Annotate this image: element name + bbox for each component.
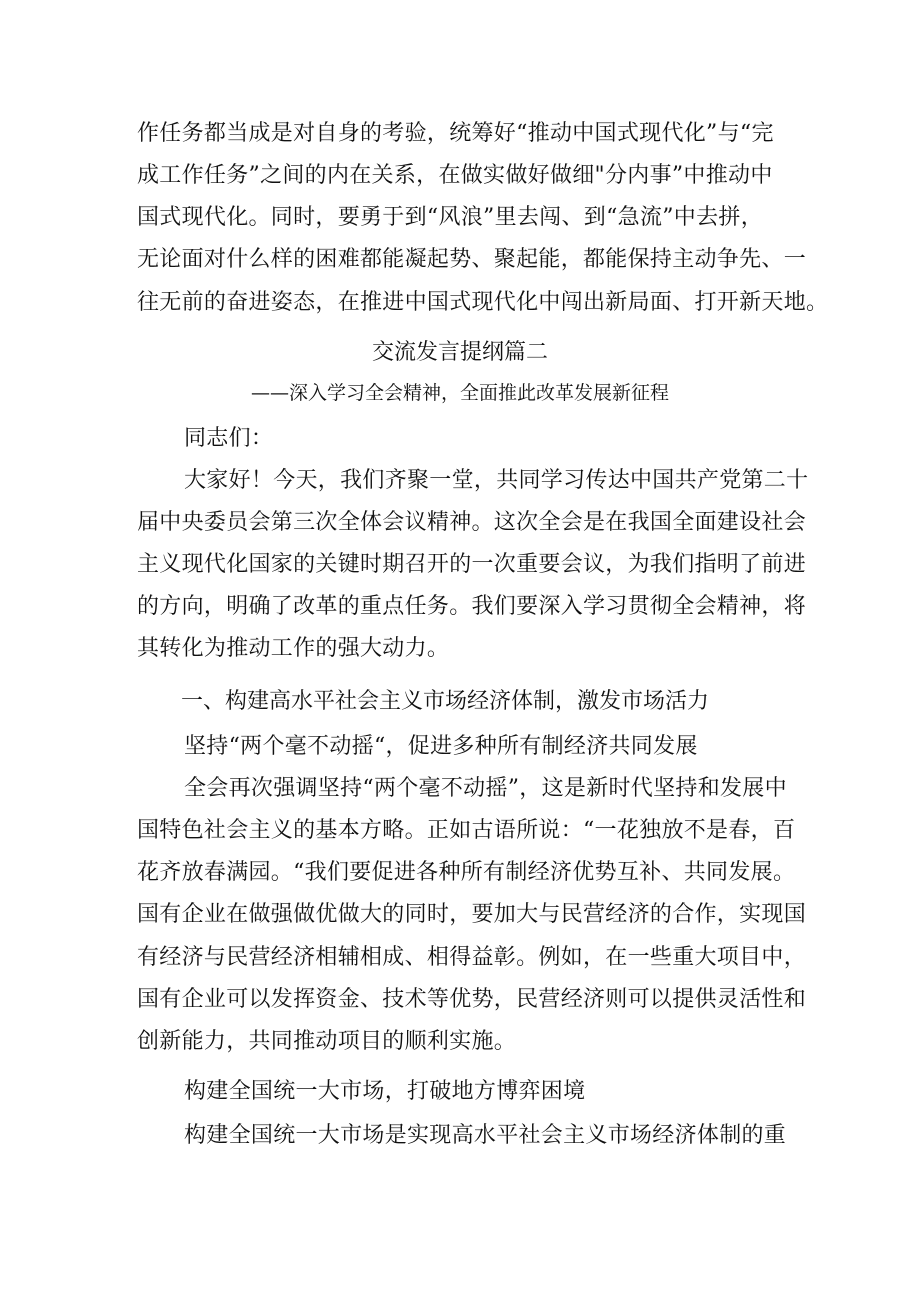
salutation: 同志们： (184, 426, 274, 451)
paragraph-line: 主义现代化国家的关键时期召开的一次重要会议，为我们指明了前进 (137, 552, 807, 577)
subheading: 构建全国统一大市场，打破地方博弈困境 (184, 1079, 586, 1104)
paragraph-line: 大家好！今天，我们齐聚一堂，共同学习传达中国共产党第二十 (184, 468, 809, 493)
paragraph-line: 国特色社会主义的基本方略。正如古语所说：“一花独放不是春，百 (137, 818, 796, 843)
paragraph-line: 届中央委员会第三次全体会议精神。这次全会是在我国全面建设社会 (137, 510, 807, 535)
paragraph-line: 国式现代化。同时，要勇于到“风浪”里去闯、到“急流”中去拼， (137, 205, 763, 230)
paragraph-line: 作任务都当成是对自身的考验，统筹好“推动中国式现代化”与“完 (137, 121, 774, 146)
paragraph-line: 构建全国统一大市场是实现高水平社会主义市场经济体制的重 (184, 1123, 787, 1148)
paragraph-line: 有经济与民营经济相辅相成、相得益彰。例如，在一些重大项目中， (137, 945, 807, 970)
paragraph-line: 成工作任务”之间的内在关系，在做实做好做细"分内事”中推动中 (137, 163, 773, 188)
paragraph-line: 国有企业在做强做优做大的同时，要加大与民营经济的合作，实现国 (137, 902, 807, 927)
paragraph-line: 全会再次强调坚持“两个毫不动摇”，这是新时代坚持和发展中 (184, 776, 787, 801)
paragraph-line: 无论面对什么样的困难都能凝起势、聚起能，都能保持主动争先、一 (137, 247, 807, 272)
section-subtitle: ——深入学习全会精神，全面推此改革发展新征程 (250, 382, 669, 404)
subheading: 坚持“两个毫不动摇“，促进多种所有制经济共同发展 (184, 734, 698, 759)
paragraph-line: 花齐放春满园。“我们要促进各种所有制经济优势互补、共同发展。 (137, 860, 796, 885)
paragraph-line: 创新能力，共同推动项目的顺利实施。 (137, 1029, 517, 1054)
paragraph-line: 的方向，明确了改革的重点任务。我们要深入学习贯彻全会精神，将 (137, 594, 807, 619)
paragraph-line: 国有企业可以发挥资金、技术等优势，民营经济则可以提供灵活性和 (137, 987, 807, 1012)
paragraph-line: 其转化为推动工作的强大动力。 (137, 636, 450, 661)
section-title: 交流发言提纲篇二 (371, 340, 548, 365)
heading-1: 一、构建高水平社会主义市场经济体制，激发市场活力 (181, 689, 710, 714)
paragraph-line: 往无前的奋进姿态，在推进中国式现代化中闯出新局面、打开新天地。 (137, 290, 829, 315)
